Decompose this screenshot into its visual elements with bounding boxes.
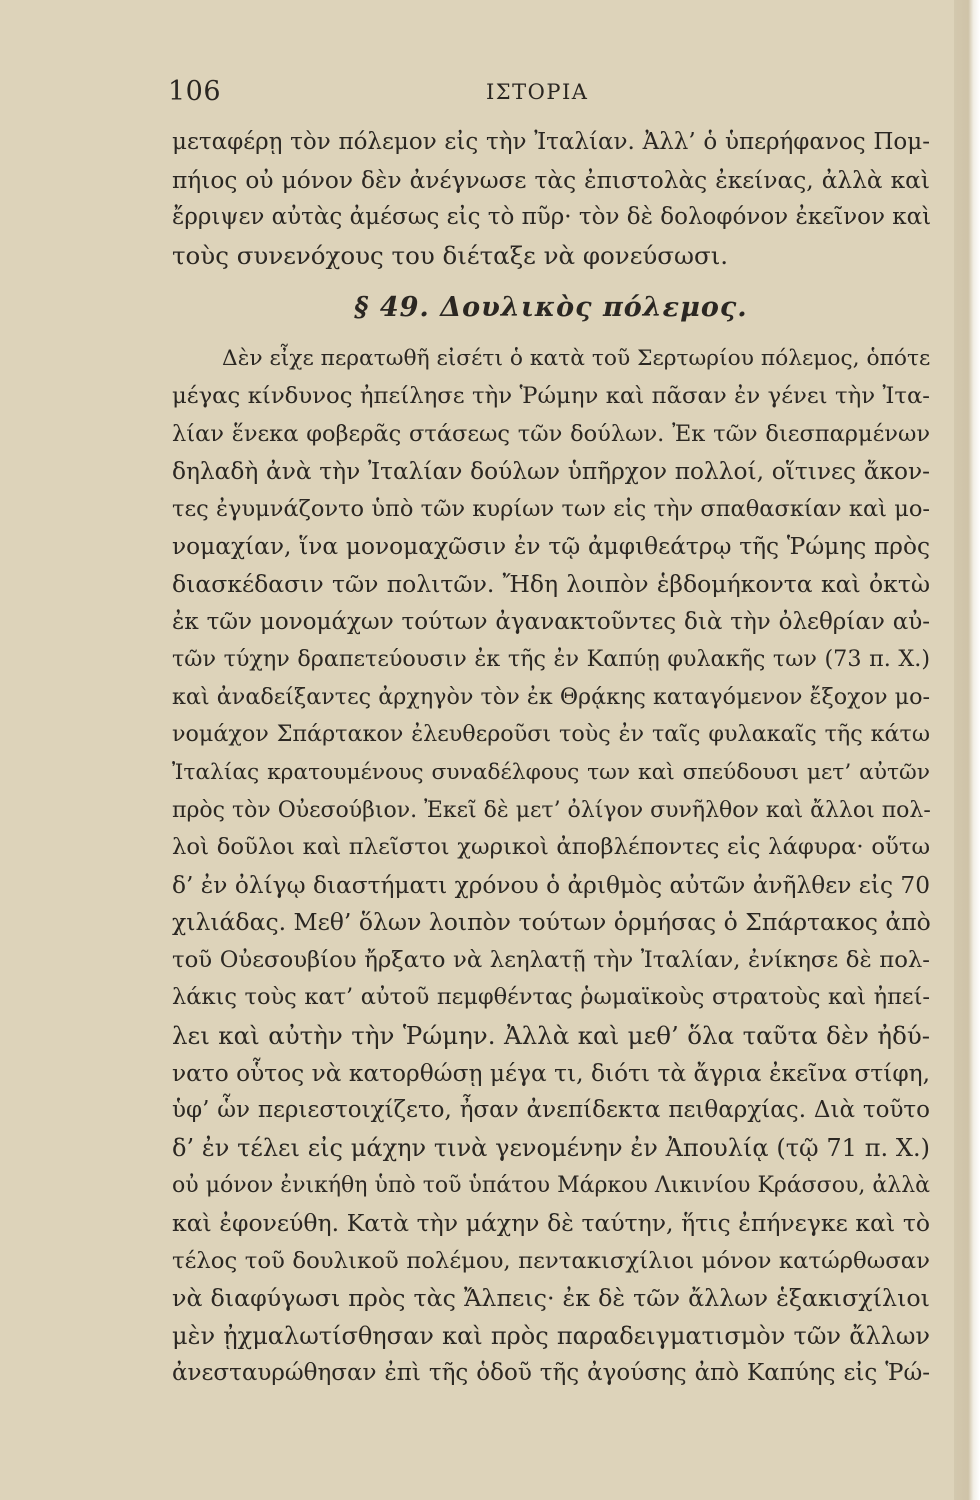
- text-line: λίαν ἕνεκα φοβερᾶς στάσεως τῶν δούλων. Ἐκ τῶν διεσπαρμένων: [172, 420, 930, 447]
- page-header: [168, 74, 928, 114]
- text-line: χιλιάδας. Μεθ’ ὅλων λοιπὸν τούτων ὁρμήσας ὁ Σπάρτακος ἀπὸ: [172, 908, 931, 937]
- text-line: λει καὶ αὐτὴν τὴν Ῥώμην. Ἀλλὰ καὶ μεθ’ ὅλα ταῦτα δὲν ἠδύ-: [172, 1021, 930, 1051]
- text-line: δ’ ἐν ὀλίγῳ διαστήματι χρόνου ὁ ἀριθμὸς αὐτῶν ἀνῆλθεν εἰς 70: [172, 871, 930, 899]
- text-line: τες ἐγυμνάζοντο ὑπὸ τῶν κυρίων των εἰς τὴν σπαθασκίαν καὶ μο-: [172, 495, 930, 522]
- text-line: μέγας κίνδυνος ἠπείλησε τὴν Ῥώμην καὶ πᾶσαν ἐν γένει τὴν Ἰτα-: [172, 382, 930, 409]
- text-line: νὰ διαφύγωσι πρὸς τὰς Ἄλπεις· ἐκ δὲ τῶν ἄλλων ἑξακισχίλιοι: [172, 1284, 930, 1313]
- text-line: καὶ ἐφονεύθη. Κατὰ τὴν μάχην δὲ ταύτην, ἥτις ἐπήνεγκε καὶ τὸ: [172, 1209, 930, 1238]
- text-line: διασκέδασιν τῶν πολιτῶν. Ἤδη λοιπὸν ἑβδομήκοντα καὶ ὀκτὼ: [172, 569, 930, 598]
- text-line: νομαχίαν, ἵνα μονομαχῶσιν ἐν τῷ ἀμφιθεάτρῳ τῆς Ῥώμης πρὸς: [172, 533, 930, 561]
- text-line: ὑφ’ ὧν περιεστοιχίζετο, ἦσαν ἀνεπίδεκτα πειθαρχίας. Διὰ τοῦτο: [172, 1097, 930, 1124]
- text-line: τέλος τοῦ δουλικοῦ πολέμου, πεντακισχίλιοι μόνον κατώρθωσαν: [172, 1247, 930, 1274]
- text-line: τοὺς συνενόχους του διέταξε νὰ φονεύσωσι.: [172, 240, 729, 270]
- text-line: δ’ ἐν τέλει εἰς μάχην τινὰ γενομένην ἐν Ἀπουλίᾳ (τῷ 71 π. Χ.): [172, 1133, 930, 1162]
- running-head: ΙΣΤΟΡΙΑ: [486, 80, 589, 104]
- text-line: πρὸς τὸν Οὐεσούβιον. Ἐκεῖ δὲ μετ’ ὀλίγον συνῆλθον καὶ ἄλλοι πολ-: [172, 797, 931, 823]
- text-line: δηλαδὴ ἀνὰ τὴν Ἰταλίαν δούλων ὑπῆρχον πολλοί, οἵτινες ἄκον-: [172, 458, 930, 486]
- text-block: [172, 124, 930, 1393]
- text-line: μὲν ᾐχμαλωτίσθησαν καὶ πρὸς παραδειγματισμὸν τῶν ἄλλων: [172, 1321, 930, 1350]
- paragraph-2: [172, 340, 930, 1393]
- page-number: 106: [168, 76, 222, 107]
- text-line: μεταφέρῃ τὸν πόλεμον εἰς τὴν Ἰταλίαν. Ἀλλ’ ὁ ὑπερήφανος Πομ-: [172, 129, 930, 155]
- text-line: τοῦ Οὐεσουβίου ἤρξατο νὰ λεηλατῇ τὴν Ἰταλίαν, ἐνίκησε δὲ πολ-: [172, 946, 930, 973]
- text-line: καὶ ἀναδείξαντες ἀρχηγὸν τὸν ἐκ Θρᾴκης καταγόμενον ἔξοχον μο-: [172, 683, 930, 710]
- text-line: πήιος οὐ μόνον δὲν ἀνέγνωσε τὰς ἐπιστολὰς ἐκείνας, ἀλλὰ καὶ: [172, 166, 930, 194]
- text-line: ἀνεσταυρώθησαν ἐπὶ τῆς ὁδοῦ τῆς ἀγούσης ἀπὸ Καπύης εἰς Ῥώ-: [172, 1360, 930, 1387]
- text-line: λοὶ δοῦλοι καὶ πλεῖστοι χωρικοὶ ἀποβλέποντες εἰς λάφυρα· οὕτω: [172, 834, 930, 861]
- page-edge: [954, 0, 980, 1500]
- text-line: Ἰταλίας κρατουμένους συναδέλφους των καὶ σπεύδουσι μετ’ αὐτῶν: [172, 759, 930, 785]
- section-heading: § 49. Δουλικὸς πόλεμος.: [354, 292, 748, 324]
- text-line: τῶν τύχην δραπετεύουσιν ἐκ τῆς ἐν Καπύῃ φυλακῆς των (73 π. Χ.): [172, 646, 930, 673]
- text-line: ἔρριψεν αὐτὰς ἀμέσως εἰς τὸ πῦρ· τὸν δὲ δολοφόνον ἐκεῖνον καὶ: [172, 204, 932, 231]
- text-line: ἐκ τῶν μονομάχων τούτων ἀγανακτοῦντες διὰ τὴν ὀλεθρίαν αὐ-: [172, 608, 930, 635]
- text-line: Δὲν εἶχε περατωθῆ εἰσέτι ὁ κατὰ τοῦ Σερτωρίου πόλεμος, ὁπότε: [222, 346, 931, 372]
- paragraph-1: [172, 124, 930, 274]
- text-line: οὐ μόνον ἐνικήθη ὑπὸ τοῦ ὑπάτου Μάρκου Λικινίου Κράσσου, ἀλλὰ: [172, 1173, 930, 1199]
- text-line: νατο οὗτος νὰ κατορθώσῃ μέγα τι, διότι τὰ ἄγρια ἐκεῖνα στίφη,: [172, 1059, 930, 1087]
- text-line: νομάχον Σπάρτακον ἐλευθεροῦσι τοὺς ἐν ταῖς φυλακαῖς τῆς κάτω: [172, 721, 930, 748]
- text-line: λάκις τοὺς κατ’ αὐτοῦ πεμφθέντας ῥωμαϊκοὺς στρατοὺς καὶ ἠπεί-: [172, 984, 930, 1011]
